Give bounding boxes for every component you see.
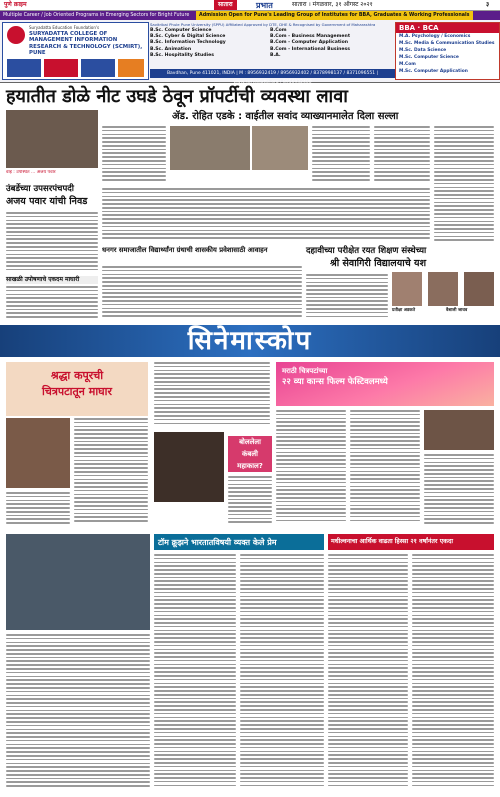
course-item: M.Sc. Data Science	[399, 48, 447, 53]
course-item: B.A.	[270, 52, 281, 58]
lead-body-col5	[434, 126, 494, 246]
section-label: पुणे क्राइम	[4, 1, 27, 8]
mid-cinema-body-2	[228, 476, 272, 528]
ad-society: Suryadatta Education Foundation's	[29, 25, 100, 30]
ad-right-title: BBA · BCA	[396, 23, 499, 33]
student-photo-1	[392, 272, 422, 306]
left-article-body	[6, 212, 98, 274]
lead-subheadline: ॲड. रोहित एडके : वाईतील सवांद व्याख्यानमालेत दिला सल्ला	[172, 111, 399, 122]
student-name: प्रतीक्षा अडकते	[392, 308, 416, 313]
ad-college-panel	[2, 22, 149, 80]
course-item: M.Sc. Computer Application	[399, 69, 468, 74]
course-item: B.Com - Business Management	[270, 34, 351, 40]
left-headline-2: अजय पवार यांची निवड	[6, 196, 88, 207]
course-item: B.Com - International Business	[270, 46, 350, 52]
mid-cinema-title-box	[228, 436, 272, 472]
cinema-section-banner	[0, 325, 500, 357]
left-photo-caption: वाई : उपस्थित ... अजय पवार	[6, 170, 56, 175]
student-name: वैशाली जाधव	[446, 308, 468, 313]
page-number: ३	[486, 1, 490, 8]
bottom-right-body-1	[328, 554, 408, 794]
ad-photo-badge	[118, 59, 144, 77]
student-photo-3	[464, 272, 494, 306]
course-item: B.Sc. Information Technology	[150, 40, 226, 46]
course-item: M.A. Psychology / Economics	[399, 34, 471, 39]
course-item: B.Sc. Cyber & Digital Science	[150, 34, 226, 40]
city-tag: सातारा	[214, 0, 237, 10]
ad-course-list-2	[270, 28, 390, 59]
brand-logo: प्रभात	[256, 0, 273, 10]
bottom-left-body-3	[240, 554, 324, 794]
ad-affiliation: Savitribai Phule Pune University (SPPU) Affiliated Approved by DTE, DHE & Recognised by Government of Maharashtra	[150, 22, 376, 27]
bottom-left-body-1	[6, 634, 150, 794]
mid-article-body	[102, 266, 302, 322]
mid-cinema-title-3: महाकाल?	[237, 462, 263, 470]
lead-body-lower	[102, 188, 430, 244]
left-cinema-title: श्रद्धा कपूरची	[50, 369, 104, 382]
lead-body-col4	[374, 126, 430, 186]
student-photo-2	[428, 272, 458, 306]
left-cinema-title-box	[6, 362, 148, 416]
course-item: B.Com	[270, 28, 287, 33]
right-cinema-body-2	[350, 410, 420, 528]
right-headline-2: श्री सेवागिरी विद्यालयाचे यश	[330, 258, 427, 269]
bottom-left-title-bar	[154, 534, 324, 550]
right-cinema-body-3	[424, 454, 494, 528]
course-item: B.Sc. Hospitality Studies	[150, 52, 214, 58]
course-item: B.Sc. Computer Science	[150, 28, 212, 33]
lead-photo-speaker	[170, 126, 250, 170]
ad-right-courses	[396, 33, 499, 75]
lead-photo-audience	[252, 126, 308, 170]
actor-photo	[6, 534, 150, 630]
cinema-banner-title: सिनेमास्कोप	[187, 326, 313, 356]
ad-address-bar: Bavdhan, Pune 411021, INDIA | M : 8956932419 / 8956932402 / 8378998137 / 8371096551 | www.suryadatta.org | 8956932400	[150, 69, 395, 78]
left-cinema-body-2	[6, 492, 70, 528]
course-item: B.Com - Computer Application	[270, 40, 349, 46]
college-advertisement	[0, 20, 500, 83]
left-box-body	[6, 286, 98, 322]
mid-headline: धनगर समाजातील विद्यार्थ्यांना ग्रंथाची शासकीय प्रवेशासाठी आवाहन	[102, 246, 268, 254]
ad-photo-award	[44, 59, 78, 77]
bottom-left-body-2	[154, 554, 236, 794]
right-cinema-title-2: २२ व्या कान्स फिल्म फेस्टिवलमध्ये	[282, 377, 388, 387]
bottom-right-body-2	[412, 554, 494, 794]
actress-photo	[6, 418, 70, 488]
mid-cinema-title-2: कंबली	[242, 450, 258, 458]
lead-body-col3	[312, 126, 370, 186]
right-cinema-title-box	[276, 362, 494, 406]
right-article-body	[306, 274, 388, 322]
left-box-headline: साखळी उपोषणाचे एकदम माघारी	[6, 276, 98, 284]
ad-photo-campus	[7, 59, 41, 77]
ad-photo-campus-2	[81, 59, 115, 77]
ad-right-panel	[395, 22, 500, 80]
left-headline: उंबर्डेच्या उपसरपंचपदी	[6, 184, 74, 194]
course-item: M.Sc. Media & Communication Studies	[399, 41, 495, 46]
left-news-photo	[6, 110, 98, 168]
ad-course-list-1	[150, 28, 268, 59]
course-item: M.Sc. Computer Science	[399, 55, 459, 60]
film-poster	[154, 432, 224, 502]
ad-college-name: SURYADATTA COLLEGE OF MANAGEMENT INFORMATION RESEARCH & TECHNOLOGY (SCMIRT), PUNE	[29, 31, 143, 57]
lead-headline: हयातीत डोळे नीट उघडे ठेवून प्रॉपर्टीची व्यवस्था लावा	[6, 86, 348, 107]
bottom-right-headline: मधील्वनाचा आर्थिक वाढता हिस्सा २१ वर्षांनंतर एकदा	[331, 538, 453, 545]
right-cinema-body-1	[276, 410, 346, 528]
issue-date: सातारा । मंगळवार, ३१ ऑगस्ट २०२१	[292, 1, 373, 8]
course-item: M.Com	[399, 62, 416, 67]
mid-cinema-title-1: बोललेला	[239, 438, 261, 446]
right-headline: दहावीच्या परीक्षेत रयत शिक्षण संस्थेच्या	[306, 246, 427, 256]
bottom-left-headline: टॉम क्रूझने भारतातविषयी व्यक्त केले प्रेम	[158, 537, 277, 547]
college-logo-icon	[7, 26, 25, 44]
festival-photo	[424, 410, 494, 450]
masthead-strip	[0, 0, 500, 11]
lead-body-col1	[102, 126, 166, 186]
left-cinema-title-2: चित्रपटातून माघार	[41, 385, 113, 398]
ad-course-panel	[150, 22, 390, 68]
right-cinema-title: मराठी चित्रपटांच्या	[282, 366, 328, 375]
left-cinema-body	[74, 418, 148, 528]
mid-cinema-body	[154, 362, 270, 430]
ribbon-left: Multiple Career / Job Oriented Programs in Emerging Sectors for Bright Future	[3, 13, 190, 18]
ribbon-right: Admission Open for Pune's Leading Group of Institutes for BBA, Graduates & Working Professionals	[196, 11, 473, 20]
bottom-right-title-bar	[328, 534, 494, 550]
course-item: B.Sc. Animation	[150, 46, 192, 52]
ad-ribbon	[0, 11, 500, 20]
